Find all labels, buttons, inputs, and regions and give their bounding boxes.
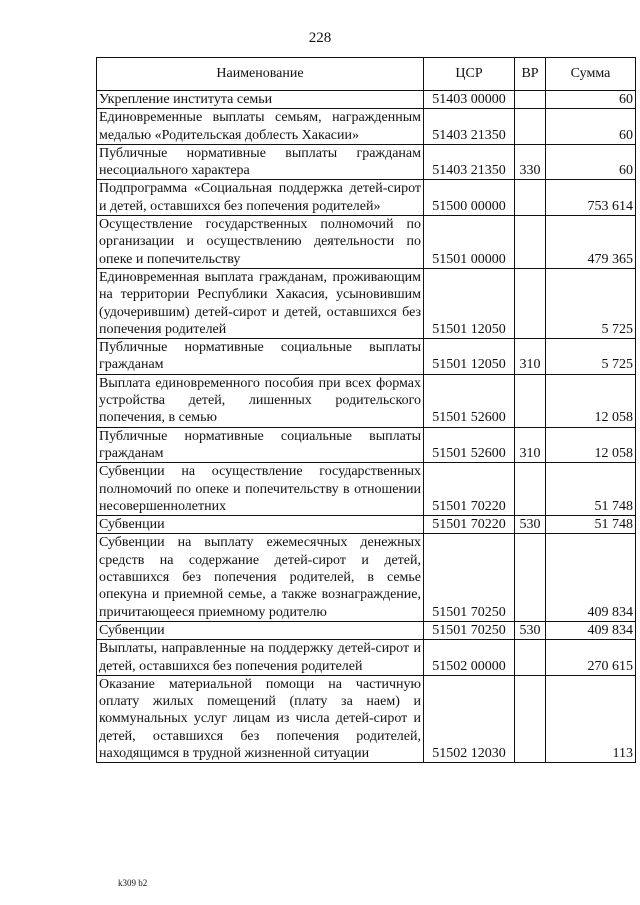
row-name: Подпрограмма «Социальная поддержка детей-сирот и детей, оставшихся без попечения родителей»: [97, 180, 424, 216]
row-vr: [515, 374, 546, 427]
row-sum: 753 614: [546, 180, 636, 216]
table-row: [97, 91, 636, 109]
row-sum: 12 058: [546, 427, 636, 463]
row-vr: 310: [515, 339, 546, 375]
table-row: [97, 374, 636, 427]
table-row: [97, 621, 636, 639]
header-sum: Сумма: [546, 58, 636, 91]
row-vr: 530: [515, 621, 546, 639]
footer-code: k309 b2: [118, 878, 148, 888]
row-vr: 330: [515, 144, 546, 180]
table-row: [97, 339, 636, 375]
row-name: Субвенции на выплату ежемесячных денежных средств на содержание детей-сирот и детей, оставшихся без попечения родителей, в семье опекуна и приемной семье, а также вознаграждение, причитающееся приемному родителю: [97, 534, 424, 621]
row-csr: 51502 00000: [424, 640, 515, 676]
table-row: [97, 516, 636, 534]
row-vr: [515, 534, 546, 621]
table-row: [97, 216, 636, 269]
table-row: [97, 144, 636, 180]
table-header-row: [97, 58, 636, 91]
row-sum: 51 748: [546, 516, 636, 534]
table-row: [97, 534, 636, 621]
row-csr: 51501 70250: [424, 534, 515, 621]
row-csr: 51501 12050: [424, 268, 515, 338]
row-name: Публичные нормативные социальные выплаты гражданам: [97, 427, 424, 463]
row-vr: [515, 675, 546, 762]
row-vr: [515, 463, 546, 516]
row-csr: 51501 12050: [424, 339, 515, 375]
row-name: Выплаты, направленные на поддержку детей-сирот и детей, оставшихся без попечения родителей: [97, 640, 424, 676]
table-row: [97, 427, 636, 463]
row-name: Осуществление государственных полномочий по организации и осуществлению деятельности по опеке и попечительству: [97, 216, 424, 269]
row-csr: 51403 00000: [424, 91, 515, 109]
row-name: Субвенции: [97, 516, 424, 534]
row-vr: [515, 91, 546, 109]
row-sum: 479 365: [546, 216, 636, 269]
row-name: Публичные нормативные социальные выплаты гражданам: [97, 339, 424, 375]
row-name: Оказание материальной помощи на частичную оплату жилых помещений (плату за наем) и коммунальных услуг лицам из числа детей-сирот и детей, оставшихся без попечения родителей, находящимся в трудной жизненной ситуации: [97, 675, 424, 762]
row-name: Единовременные выплаты семьям, награжденным медалью «Родительская доблесть Хакасии»: [97, 109, 424, 145]
row-csr: 51501 52600: [424, 427, 515, 463]
table-row: [97, 675, 636, 762]
row-name: Субвенции: [97, 621, 424, 639]
row-name: Укрепление института семьи: [97, 91, 424, 109]
row-sum: 270 615: [546, 640, 636, 676]
row-vr: [515, 109, 546, 145]
page-number: 228: [308, 30, 332, 46]
row-vr: [515, 640, 546, 676]
row-vr: [515, 268, 546, 338]
header-name: Наименование: [97, 58, 424, 91]
table-row: [97, 640, 636, 676]
row-sum: 5 725: [546, 268, 636, 338]
row-vr: [515, 180, 546, 216]
header-csr: ЦСР: [424, 58, 515, 91]
budget-table: [96, 57, 636, 763]
table-row: [97, 180, 636, 216]
row-csr: 51501 00000: [424, 216, 515, 269]
row-csr: 51501 70250: [424, 621, 515, 639]
row-sum: 60: [546, 91, 636, 109]
row-name: Субвенции на осуществление государственных полномочий по опеке и попечительству в отношении несовершеннолетних: [97, 463, 424, 516]
row-vr: 530: [515, 516, 546, 534]
row-csr: 51403 21350: [424, 144, 515, 180]
row-csr: 51502 12030: [424, 675, 515, 762]
row-vr: 310: [515, 427, 546, 463]
table-row: [97, 109, 636, 145]
row-csr: 51501 52600: [424, 374, 515, 427]
row-name: Выплата единовременного пособия при всех формах устройства детей, лишенных родительского попечения, в семью: [97, 374, 424, 427]
row-csr: 51501 70220: [424, 463, 515, 516]
row-sum: 60: [546, 144, 636, 180]
row-sum: 12 058: [546, 374, 636, 427]
table-row: [97, 268, 636, 338]
row-name: Публичные нормативные выплаты гражданам несоциального характера: [97, 144, 424, 180]
table-row: [97, 463, 636, 516]
row-sum: 60: [546, 109, 636, 145]
row-csr: 51403 21350: [424, 109, 515, 145]
row-sum: 409 834: [546, 621, 636, 639]
row-name: Единовременная выплата гражданам, проживающим на территории Республики Хакасия, усыновившим (удочерившим) детей-сирот и детей, оставшихся без попечения родителей: [97, 268, 424, 338]
row-sum: 51 748: [546, 463, 636, 516]
row-csr: 51501 70220: [424, 516, 515, 534]
row-sum: 409 834: [546, 534, 636, 621]
row-sum: 5 725: [546, 339, 636, 375]
row-csr: 51500 00000: [424, 180, 515, 216]
row-vr: [515, 216, 546, 269]
header-vr: ВР: [515, 58, 546, 91]
row-sum: 113: [546, 675, 636, 762]
